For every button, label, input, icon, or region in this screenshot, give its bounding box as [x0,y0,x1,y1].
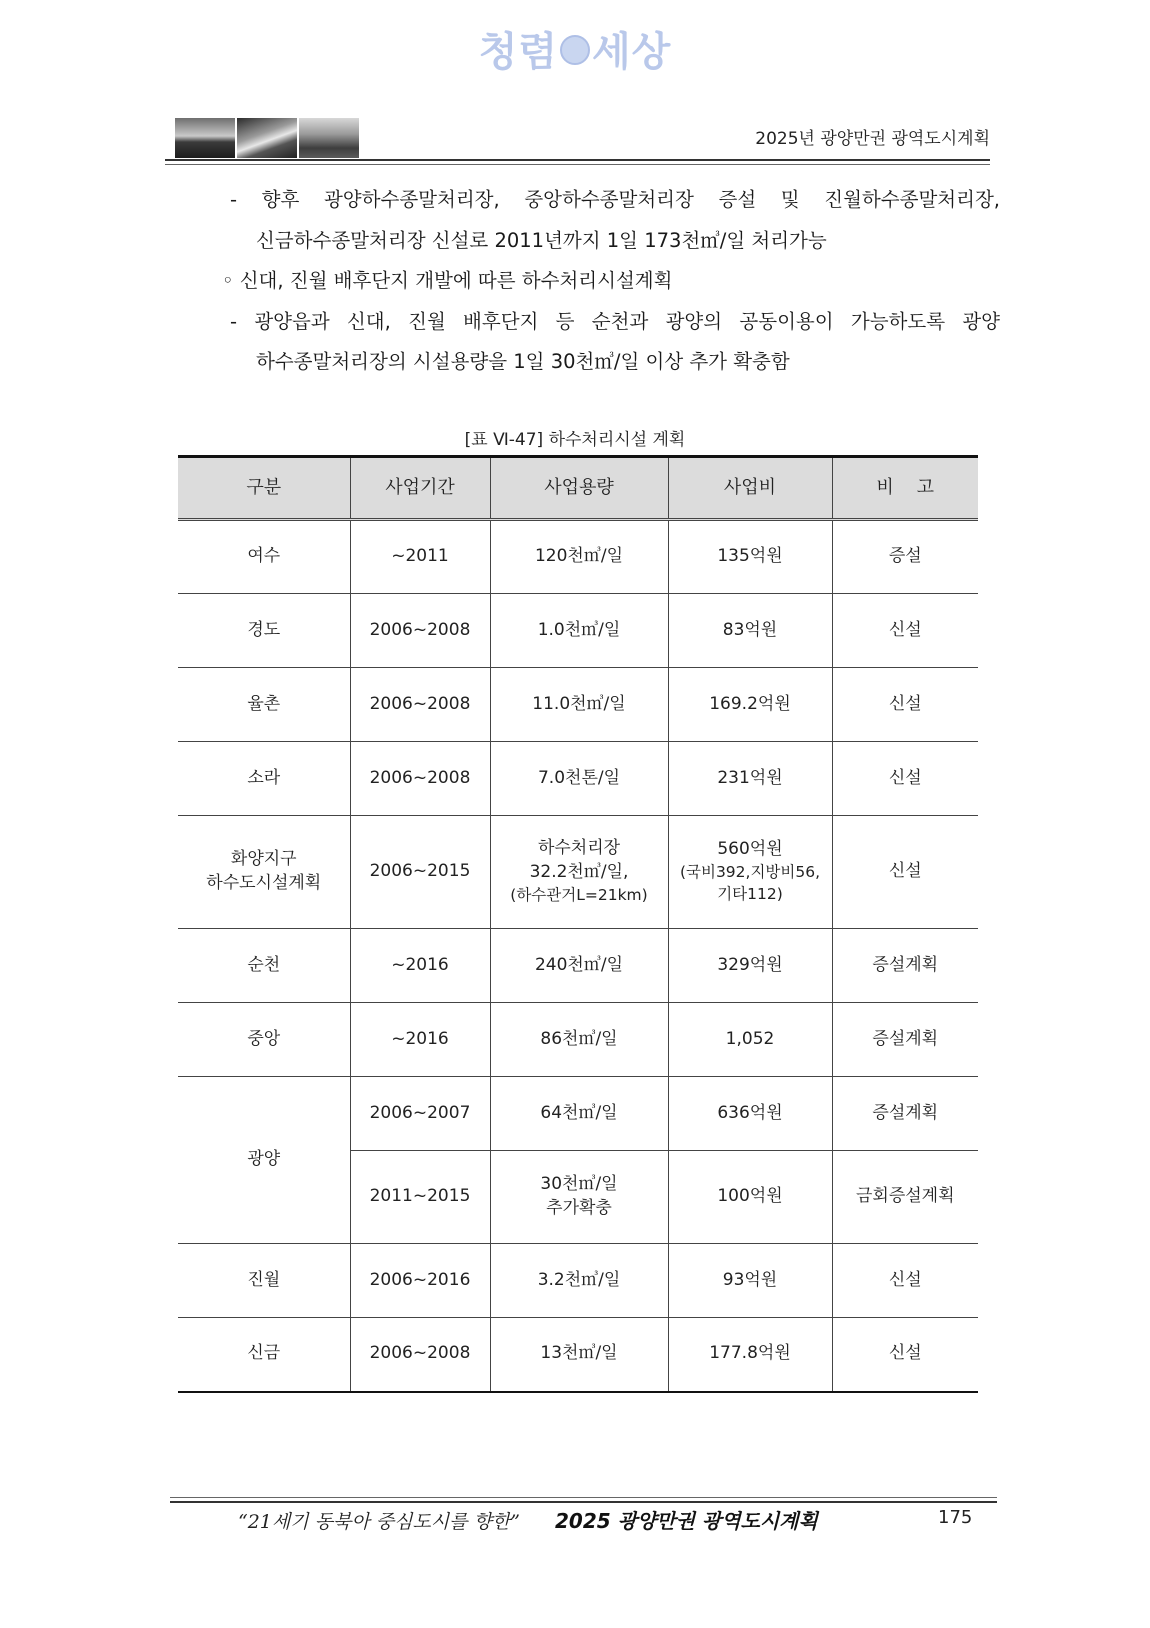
table-row [178,742,978,816]
cell-period: 2011~2015 [350,1151,490,1244]
table-row [178,1003,978,1077]
table-row [178,1244,978,1318]
cell-period: ~2011 [350,520,490,594]
cell-cost: 169.2억원 [668,668,832,742]
cell-region [178,816,350,929]
header-rule [165,159,990,161]
cell-note: 신설 [832,742,978,816]
cell-capacity-line: 추가확충 [546,1198,612,1218]
cell-region: 광양 [178,1077,350,1244]
body-line-1: - 향후 광양하수종말처리장, 중앙하수종말처리장 증설 및 진월하수종말처리장, [230,188,1000,211]
cell-cost [668,816,832,929]
cell-period: 2006~2015 [350,816,490,929]
cell-capacity: 13천㎥/일 [490,1318,668,1392]
col-header-note: 비 고 [832,457,978,520]
header-photo-2 [237,118,297,158]
site-logo [0,20,1150,77]
header-rule-thin [165,164,990,165]
col-header-cost: 사업비 [668,457,832,520]
cell-cost-line: 기타112) [717,884,783,903]
cell-capacity: 3.2천㎥/일 [490,1244,668,1318]
logo-text-1: 청렴 [478,29,558,75]
cell-period: 2006~2016 [350,1244,490,1318]
col-header-capacity: 사업용량 [490,457,668,520]
cell-cost: 636억원 [668,1077,832,1151]
cell-capacity: 64천㎥/일 [490,1077,668,1151]
cell-capacity-line: (하수관거L=21km) [510,885,648,904]
page-number: 175 [938,1507,973,1528]
cell-region: 소라 [178,742,350,816]
cell-cost: 329억원 [668,929,832,1003]
body-line-3: ◦ 신대, 진월 배후단지 개발에 따른 하수처리시설계획 [222,269,673,292]
cell-region: 중앙 [178,1003,350,1077]
cell-region: 율촌 [178,668,350,742]
cell-period: ~2016 [350,1003,490,1077]
cell-capacity-line: 하수처리장 [537,838,621,859]
cell-cost: 177.8억원 [668,1318,832,1392]
cell-cost: 93억원 [668,1244,832,1318]
cell-capacity: 7.0천톤/일 [490,742,668,816]
cell-note: 증설계획 [832,929,978,1003]
body-line-4: - 광양읍과 신대, 진월 배후단지 등 순천과 광양의 공동이용이 가능하도록 광양 [230,310,1000,333]
cell-cost: 1,052 [668,1003,832,1077]
footer-rule-thin [170,1497,997,1498]
table-caption: [표 Ⅵ-47] 하수처리시설 계획 [464,430,686,450]
col-header-region: 구분 [178,457,350,520]
header-photo-1 [175,118,235,158]
cell-note: 신설 [832,1318,978,1392]
cell-period: 2006~2008 [350,594,490,668]
cell-cost: 231억원 [668,742,832,816]
cell-capacity [490,1151,668,1244]
cell-note: 신설 [832,668,978,742]
cell-note: 신설 [832,816,978,929]
cell-capacity: 1.0천㎥/일 [490,594,668,668]
body-line-2: 신금하수종말처리장 신설로 2011년까지 1일 173천㎥/일 처리가능 [256,229,827,252]
footer-slogan: “21세기 동북아 중심도시를 향한” [238,1511,520,1533]
sewage-plan-table [178,455,978,1393]
table-row [178,1077,978,1151]
cell-cost-line: (국비392,지방비56, [679,863,821,882]
table-row [178,1318,978,1392]
cell-period: 2006~2008 [350,668,490,742]
cell-period: 2006~2007 [350,1077,490,1151]
cell-capacity: 120천㎥/일 [490,520,668,594]
cell-capacity [490,816,668,929]
cell-note: 증설계획 [832,1003,978,1077]
cell-period: 2006~2008 [350,1318,490,1392]
cell-capacity-line: 30천㎥/일 [540,1174,618,1195]
cell-region: 신금 [178,1318,350,1392]
footer-rule [170,1501,997,1503]
cell-note: 신설 [832,1244,978,1318]
table-row [178,668,978,742]
cell-region: 여수 [178,520,350,594]
table-row [178,594,978,668]
table-row [178,929,978,1003]
header-photo-strip [175,118,359,158]
cell-cost-line: 560억원 [717,839,783,860]
cell-cost: 83억원 [668,594,832,668]
cell-note: 금회증설계획 [832,1151,978,1244]
logo-text-2: 세상 [592,29,672,75]
cell-note: 신설 [832,594,978,668]
cell-region: 진월 [178,1244,350,1318]
cell-capacity-line: 32.2천㎥/일, [529,862,629,883]
cell-period: ~2016 [350,929,490,1003]
table-row [178,520,978,594]
col-header-period: 사업기간 [350,457,490,520]
logo-mark-icon [560,35,590,65]
cell-region-line: 하수도시설계획 [206,873,322,893]
cell-note: 증설계획 [832,1077,978,1151]
body-line-5: 하수종말처리장의 시설용량을 1일 30천㎥/일 이상 추가 확충함 [256,350,790,373]
footer-title: 2025 광양만권 광역도시계획 [555,1509,818,1533]
cell-cost: 100억원 [668,1151,832,1244]
header-title: 2025년 광양만권 광역도시계획 [755,129,990,149]
cell-region-line: 화양지구 [230,849,297,870]
cell-cost: 135억원 [668,520,832,594]
cell-capacity: 11.0천㎥/일 [490,668,668,742]
cell-region: 순천 [178,929,350,1003]
cell-region: 경도 [178,594,350,668]
table-header-row [178,457,978,520]
cell-capacity: 86천㎥/일 [490,1003,668,1077]
cell-capacity: 240천㎥/일 [490,929,668,1003]
cell-note: 증설 [832,520,978,594]
table-row [178,816,978,929]
cell-period: 2006~2008 [350,742,490,816]
header-photo-3 [299,118,359,158]
